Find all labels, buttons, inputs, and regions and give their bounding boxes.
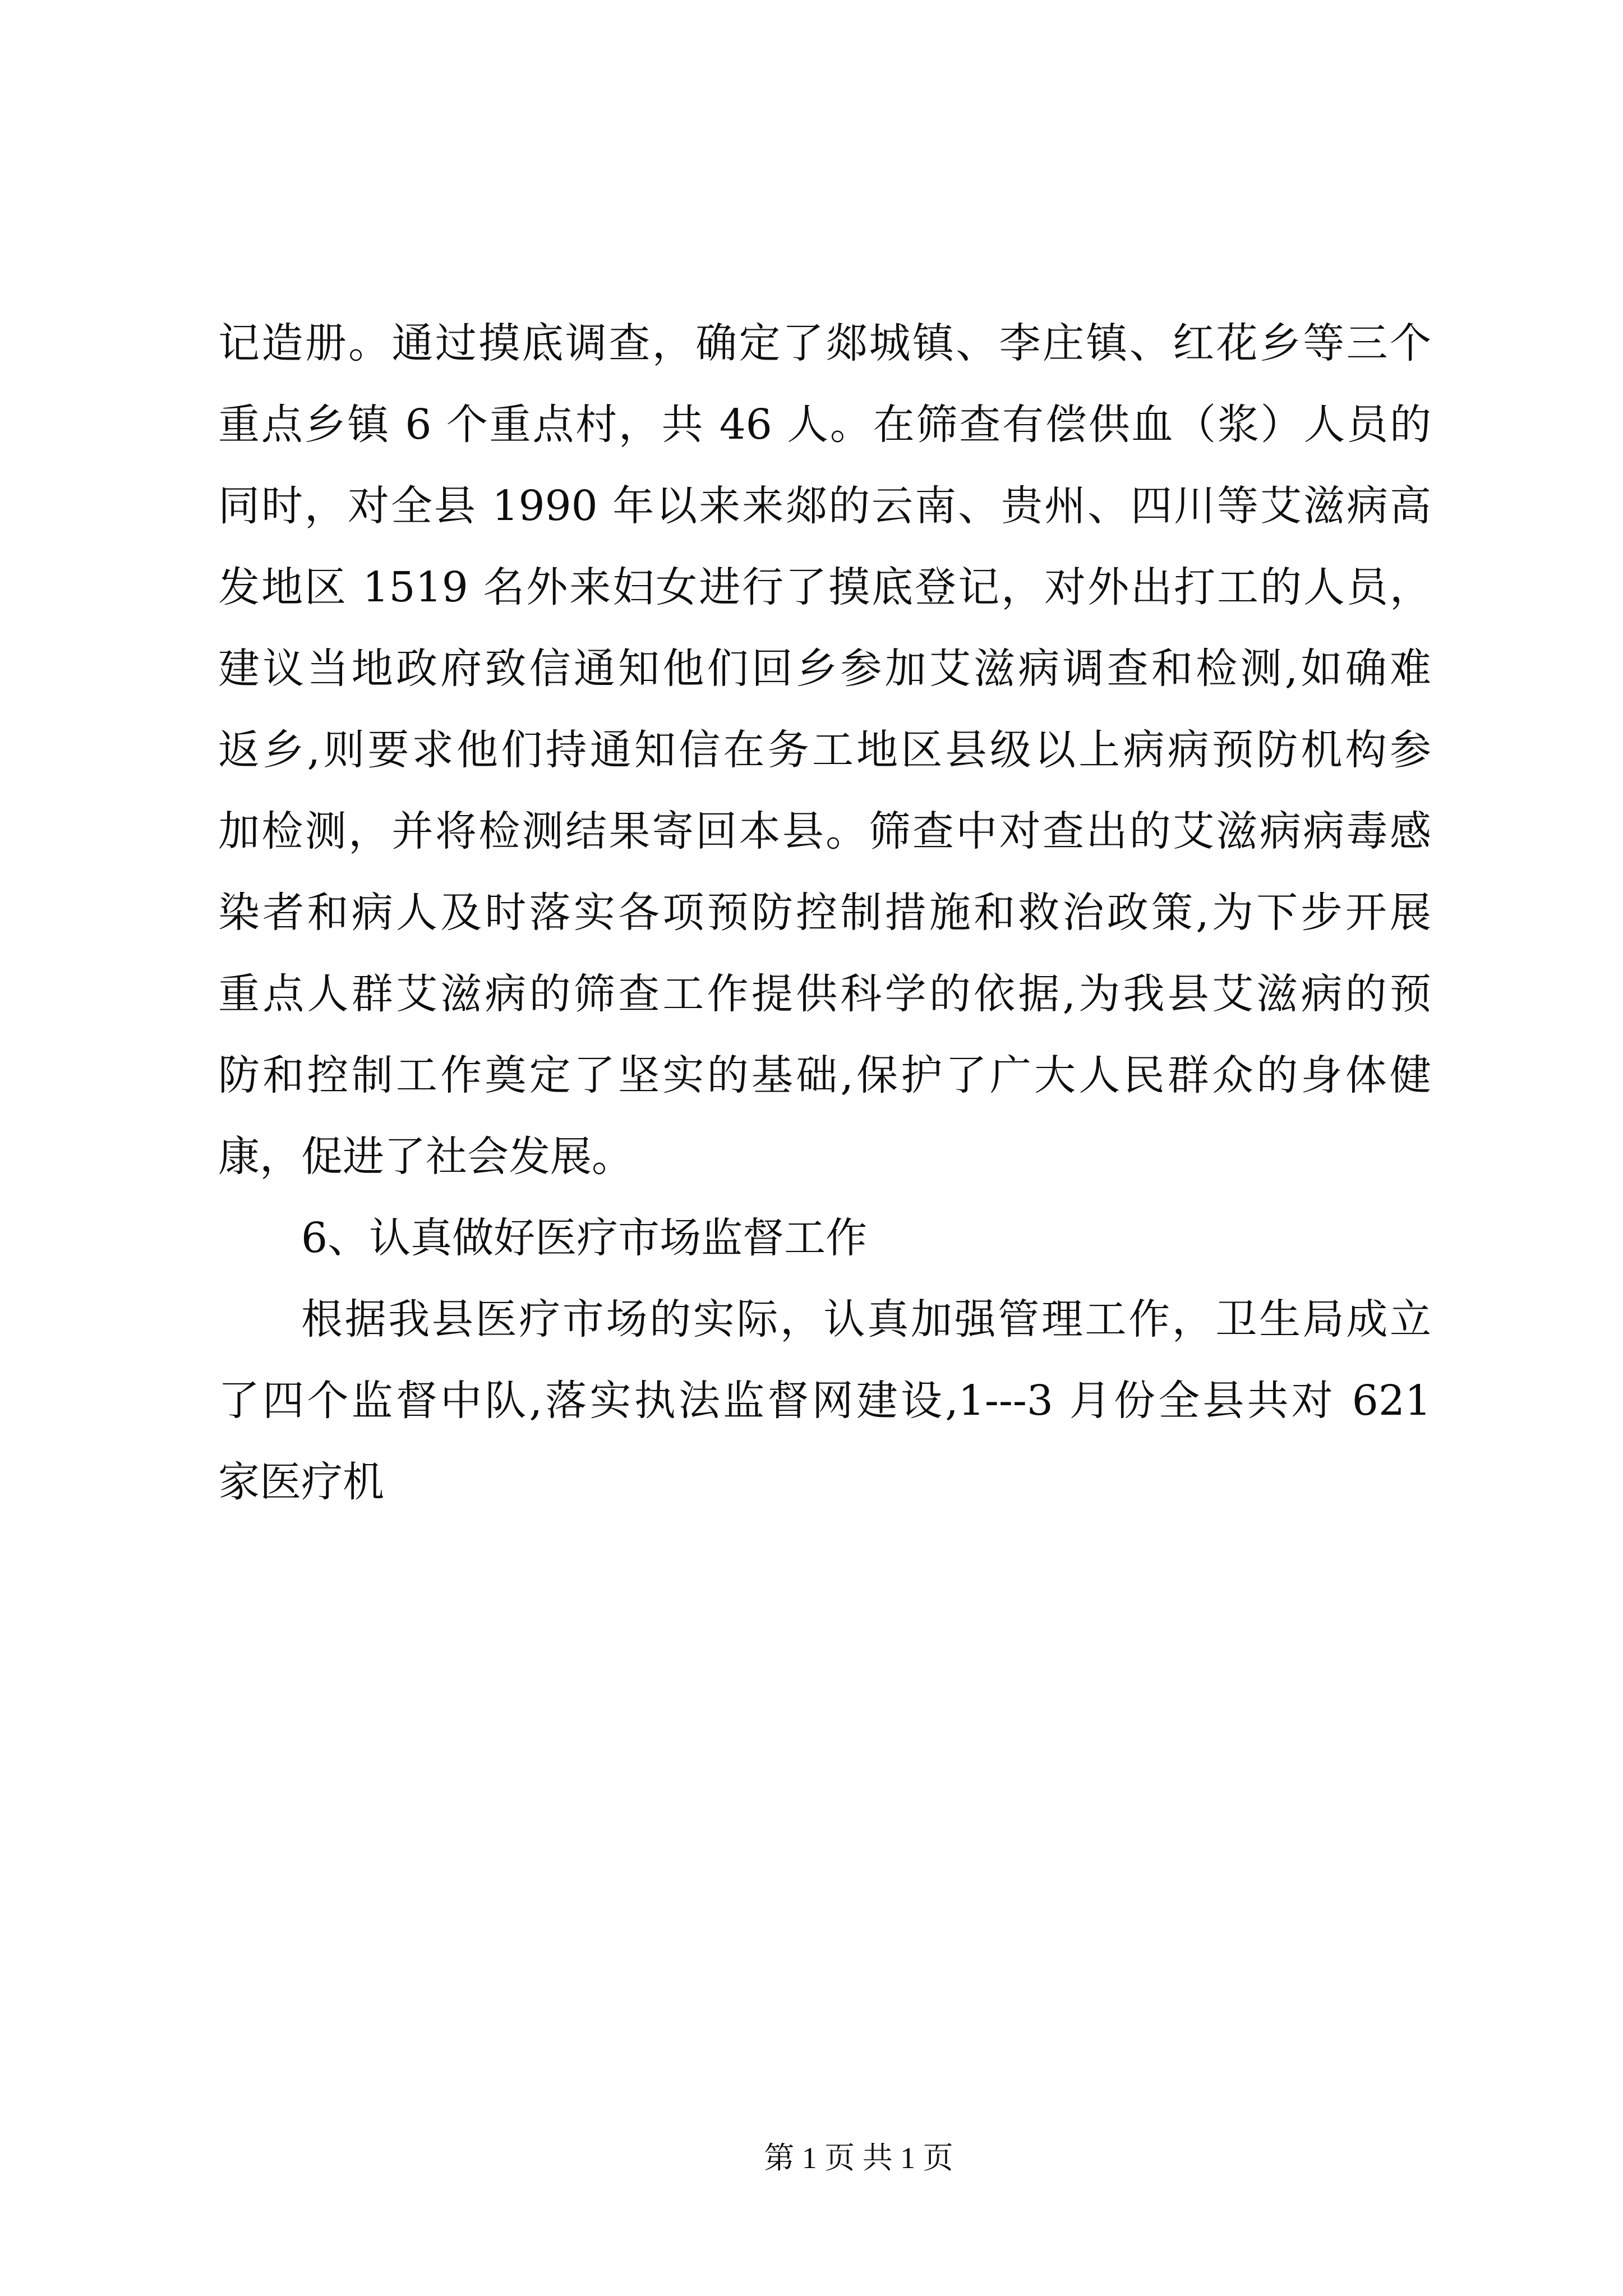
- text-line: 返乡,则要求他们持通知信在务工地区县级以上病病预防机构参: [218, 726, 1431, 774]
- paragraph: [218, 1279, 1431, 1523]
- section-heading-text: 6、认真做好医疗市场监督工作: [301, 1214, 868, 1262]
- text-line: 染者和病人及时落实各项预防控制措施和救治政策,为下步开展: [218, 889, 1431, 937]
- text-line: 重点乡镇 6 个重点村，共 46 人。在筛查有偿供血（浆）人员的: [218, 401, 1431, 449]
- text-line: 同时，对全县 1990 年以来来郯的云南、贵州、四川等艾滋病高: [218, 482, 1431, 530]
- text-line: 记造册。通过摸底调查，确定了郯城镇、李庄镇、红花乡等三个: [218, 319, 1431, 367]
- text-line: 建议当地政府致信通知他们回乡参加艾滋病调查和检测,如确难: [218, 645, 1431, 693]
- text-line: 防和控制工作奠定了坚实的基础,保护了广大人民群众的身体健: [218, 1051, 1431, 1099]
- text-line: 了四个监督中队,落实执法监督网建设,1---3 月份全县共对 621: [218, 1377, 1431, 1425]
- text-line: 重点人群艾滋病的筛查工作提供科学的依据,为我县艾滋病的预: [218, 970, 1431, 1018]
- body-text: [218, 303, 1431, 1523]
- section-heading: [218, 1198, 1431, 1279]
- text-line: 康，促进了社会发展。: [218, 1133, 633, 1181]
- page-number-label: 第 1 页 共 1 页: [764, 2141, 953, 2175]
- text-line: 根据我县医疗市场的实际，认真加强管理工作，卫生局成立: [301, 1295, 1431, 1343]
- text-line: 发地区 1519 名外来妇女进行了摸底登记，对外出打工的人员，: [218, 563, 1431, 611]
- page-footer: [634, 2140, 1083, 2176]
- text-line: 加检测，并将检测结果寄回本县。筛查中对查出的艾滋病病毒感: [218, 807, 1431, 855]
- text-line: 家医疗机: [218, 1458, 384, 1506]
- paragraph: [218, 303, 1431, 1198]
